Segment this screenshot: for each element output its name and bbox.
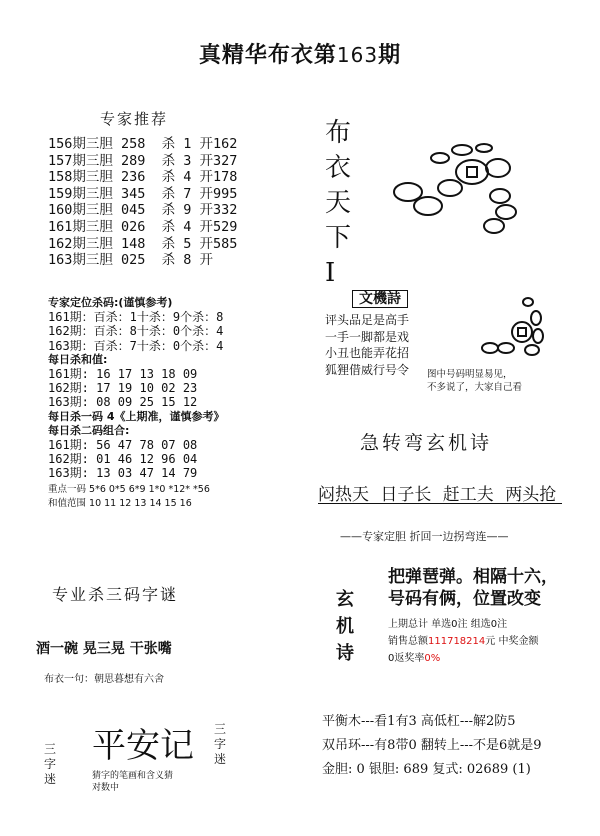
key-one-code: 重点一码 5*6 0*5 6*9 1*0 *12* *56	[48, 483, 210, 495]
vertical-char: 衣	[325, 153, 352, 183]
vertical-char: 三	[44, 742, 57, 756]
poem-line: 一手一脚都是戏	[325, 329, 410, 344]
riddle-right-label	[214, 722, 228, 767]
vertical-char: 玄	[336, 589, 354, 610]
list-item: 162期：百杀：8十杀：0个杀：4	[48, 324, 224, 339]
coins-illustration	[380, 140, 530, 240]
daily-one-heading: 每日杀一码 4《上期准，谨慎参考》	[48, 409, 225, 423]
list-item: 平衡木---看1有3 高低杠---解2防5	[322, 714, 516, 729]
expert-picks-list	[48, 136, 237, 269]
jizhuan-phrases: 闷热天 日子长 赶工夫 两头抢	[318, 485, 557, 505]
title-suffix: 期	[378, 42, 402, 68]
riddle-main: 平安记	[92, 726, 194, 766]
list-item: 157期三胆 289 杀 3 开327	[48, 152, 238, 169]
list-item: 158期三胆 236 杀 4 开178	[48, 169, 238, 186]
hint-line: 猜字的笔画和含义猜	[92, 771, 174, 781]
list-item: 161期：百杀：1十杀：9个杀：8	[48, 310, 224, 325]
expert-heading: 专家推荐	[100, 110, 169, 128]
note-line: 图中号码明显易见，	[427, 369, 513, 380]
xuanji-vertical-title	[336, 586, 358, 667]
bottom-summary	[322, 710, 542, 782]
list-item: 161期: 56 47 78 07 08	[48, 438, 198, 453]
poem-line: 小丑也能弄花招	[325, 346, 410, 360]
xuanji-poem	[388, 566, 558, 610]
vertical-char: 天	[325, 188, 352, 218]
list-item: 161期三胆 026 杀 4 开529	[48, 218, 238, 235]
stat-tail: 元 中奖金额	[485, 636, 539, 647]
daily-sum-heading: 每日杀和值:	[48, 352, 108, 366]
page-title	[0, 38, 600, 69]
stat-label: 0返奖率	[388, 653, 425, 664]
list-item: 160期三胆 045 杀 9 开332	[48, 202, 238, 219]
list-item: 162期: 01 46 12 96 04	[48, 452, 198, 467]
note-line: 不多说了，大家自己看	[427, 382, 523, 393]
sales-stats	[388, 616, 538, 667]
vertical-char: 布	[325, 118, 352, 148]
riddle-hint	[92, 770, 173, 794]
poem-line: 评头品足是高手	[325, 313, 410, 327]
vertical-char: 字	[44, 757, 57, 771]
title-number: 163	[336, 43, 379, 67]
list-item: 163期: 08 09 25 15 12	[48, 395, 198, 410]
vertical-char: 机	[336, 616, 354, 637]
vertical-char: 三	[214, 722, 227, 736]
stat-label: 销售总额	[388, 636, 428, 647]
wenji-title: 文機詩	[352, 290, 408, 308]
expert-ding-line: ——专家定胆 折回一边拐弯连——	[340, 530, 509, 543]
hint-line: 对数中	[92, 783, 120, 793]
list-item: 双吊环---有8带0 翻转上---不是6就是9	[322, 738, 542, 753]
daily-two-heading: 每日杀二码组合:	[48, 423, 130, 437]
title-main: 真精华布衣第	[198, 42, 337, 68]
vertical-char: 下	[325, 223, 352, 253]
poem-line: 把弹琶弹。相隔十六，	[388, 567, 558, 587]
list-item: 金胆: 0 银胆: 689 复式: 02689 (1)	[322, 762, 531, 777]
vertical-char: 字	[214, 737, 227, 751]
poem-line: 号码有俩，位置改变	[388, 589, 541, 609]
wenji-poem	[325, 288, 435, 378]
jizhuan-title: 急转弯玄机诗	[360, 432, 493, 454]
kill3-buyi: 布衣一句：朝思暮想有六舍	[44, 674, 164, 685]
vertical-char: 迷	[44, 772, 57, 786]
vertical-char: I	[325, 258, 336, 288]
stat-value: 111718214	[428, 636, 486, 647]
kill3-line: 酒一碗 晃三晃 干张嘴	[36, 641, 172, 657]
kill3-title: 专业杀三码字谜	[52, 585, 179, 604]
stat-line	[388, 650, 538, 667]
poem-line: 狐狸借威行号令	[325, 362, 410, 377]
stat-value: 0%	[424, 653, 441, 664]
sum-range: 和值范围 10 11 12 13 14 15 16	[48, 497, 192, 509]
stat-line	[388, 633, 538, 650]
list-item: 162期: 17 19 10 02 23	[48, 381, 198, 396]
buyi-vertical-title	[325, 116, 355, 291]
stat-line: 上期总计 单选0注 组选0注	[388, 619, 508, 630]
divider	[318, 503, 562, 504]
list-item: 162期三胆 148 杀 5 开585	[48, 235, 238, 252]
list-item: 163期: 13 03 47 14 79	[48, 466, 198, 481]
wenji-note	[427, 368, 522, 394]
position-heading: 专家定位杀码:(谨慎参考)	[48, 296, 173, 309]
coins-illustration-small	[478, 292, 558, 362]
riddle-left-label	[44, 742, 58, 787]
list-item: 161期: 16 17 13 18 09	[48, 367, 198, 382]
list-item: 159期三胆 345 杀 7 开995	[48, 185, 238, 202]
list-item: 163期：百杀：7十杀：0个杀：4	[48, 338, 224, 353]
list-item: 163期三胆 025 杀 8 开	[48, 252, 214, 269]
list-item: 156期三胆 258 杀 1 开162	[48, 136, 238, 152]
vertical-char: 迷	[214, 752, 227, 766]
kill-code-section	[48, 296, 224, 511]
vertical-char: 诗	[336, 643, 354, 664]
